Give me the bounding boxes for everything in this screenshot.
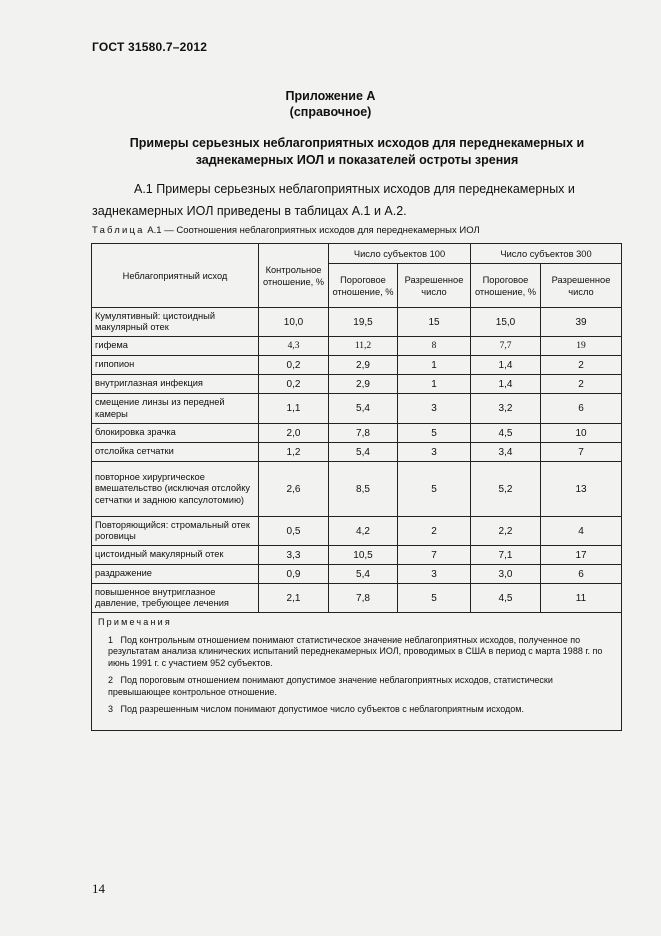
table-row [92, 443, 622, 462]
section-title-line1: Примеры серьезных неблагоприятных исходов для переднекамерных и [129, 136, 585, 150]
row-control: 1,2 [259, 443, 329, 462]
intro-paragraph-line1: А.1 Примеры серьезных неблагоприятных исходов для переднекамерных и [134, 182, 575, 196]
table-row [92, 394, 622, 424]
row-allowed-100: 3 [398, 394, 471, 424]
row-control: 0,9 [259, 565, 329, 584]
row-control: 10,0 [259, 308, 329, 337]
row-threshold-100: 8,5 [329, 462, 398, 517]
row-control: 3,3 [259, 546, 329, 565]
row-threshold-100: 19,5 [329, 308, 398, 337]
row-threshold-100: 10,5 [329, 546, 398, 565]
row-threshold-100: 2,9 [329, 356, 398, 375]
table-caption [92, 225, 480, 236]
row-allowed-300: 13 [541, 462, 622, 517]
row-outcome: повторное хирургическое вмешательство (исключая отслойку сетчатки и заднюю капсулотомию) [92, 462, 259, 517]
row-outcome: гипопион [92, 356, 259, 375]
header-allowed-300: Разрешенное число [541, 264, 622, 308]
row-allowed-300: 19 [541, 337, 622, 356]
intro-paragraph [92, 178, 620, 222]
row-allowed-300: 7 [541, 443, 622, 462]
row-control: 1,1 [259, 394, 329, 424]
header-threshold-100: Пороговое отношение, % [329, 264, 398, 308]
table-row [92, 517, 622, 546]
row-threshold-100: 5,4 [329, 394, 398, 424]
row-allowed-100: 15 [398, 308, 471, 337]
notes-cell [92, 613, 622, 731]
row-threshold-100: 7,8 [329, 584, 398, 613]
note-item [98, 675, 609, 698]
row-control: 2,1 [259, 584, 329, 613]
row-allowed-300: 17 [541, 546, 622, 565]
row-allowed-300: 2 [541, 375, 622, 394]
table-row [92, 356, 622, 375]
annex-title [0, 88, 661, 120]
row-allowed-100: 5 [398, 424, 471, 443]
row-allowed-300: 6 [541, 565, 622, 584]
table-row [92, 462, 622, 517]
note-number: 3 [108, 704, 114, 714]
row-outcome: цистоидный макулярный отек [92, 546, 259, 565]
row-allowed-300: 39 [541, 308, 622, 337]
row-allowed-100: 1 [398, 356, 471, 375]
row-control: 2,6 [259, 462, 329, 517]
intro-paragraph-line2: заднекамерных ИОЛ приведены в таблицах А.1 и А.2. [92, 204, 407, 218]
table-caption-text: А.1 — Соотношения неблагоприятных исходов для переднекамерных ИОЛ [144, 225, 480, 236]
row-outcome: раздражение [92, 565, 259, 584]
header-group-300: Число субъектов 300 [471, 244, 622, 264]
note-number: 1 [108, 634, 114, 645]
row-allowed-100: 7 [398, 546, 471, 565]
note-item [98, 635, 609, 670]
row-allowed-100: 2 [398, 517, 471, 546]
row-outcome: Кумулятивный: цистоидный макулярный отек [92, 308, 259, 337]
notes-row [92, 613, 622, 731]
row-threshold-100: 4,2 [329, 517, 398, 546]
row-allowed-300: 6 [541, 394, 622, 424]
row-threshold-100: 5,4 [329, 565, 398, 584]
row-outcome: повышенное внутриглазное давление, требующее лечения [92, 584, 259, 613]
row-outcome: Повторяющийся: стромальный отек роговицы [92, 517, 259, 546]
header-control: Контрольное отношение, % [259, 244, 329, 308]
note-text: Под пороговым отношением понимают допустимое значение неблагоприятных исходов, статистически превышающее контрольное отношение. [108, 675, 553, 697]
row-threshold-100: 5,4 [329, 443, 398, 462]
row-threshold-100: 7,8 [329, 424, 398, 443]
row-outcome: внутриглазная инфекция [92, 375, 259, 394]
table-caption-label: Таблица [92, 225, 145, 236]
row-control: 0,2 [259, 356, 329, 375]
table-row [92, 375, 622, 394]
annex-heading: Приложение А [285, 89, 376, 103]
annex-subheading: (справочное) [289, 105, 372, 119]
table-row [92, 308, 622, 337]
row-allowed-100: 5 [398, 584, 471, 613]
row-threshold-100: 2,9 [329, 375, 398, 394]
row-allowed-300: 4 [541, 517, 622, 546]
row-control: 4,3 [259, 337, 329, 356]
notes-title: Примечания [98, 617, 172, 627]
row-threshold-300: 5,2 [471, 462, 541, 517]
header-outcome: Неблагоприятный исход [92, 244, 259, 308]
header-threshold-300: Пороговое отношение, % [471, 264, 541, 308]
row-threshold-300: 7,1 [471, 546, 541, 565]
row-allowed-300: 10 [541, 424, 622, 443]
row-allowed-100: 5 [398, 462, 471, 517]
note-text: Под разрешенным числом понимают допустимое число субъектов с неблагоприятным исходом. [120, 704, 524, 714]
row-outcome: смещение линзы из передней камеры [92, 394, 259, 424]
standard-code: ГОСТ 31580.7–2012 [92, 40, 208, 54]
table-row [92, 584, 622, 613]
row-threshold-300: 3,2 [471, 394, 541, 424]
row-threshold-300: 4,5 [471, 424, 541, 443]
row-allowed-100: 1 [398, 375, 471, 394]
row-outcome: блокировка зрачка [92, 424, 259, 443]
table-row [92, 337, 622, 356]
table-row [92, 424, 622, 443]
table-row [92, 546, 622, 565]
row-allowed-100: 3 [398, 443, 471, 462]
row-allowed-100: 8 [398, 337, 471, 356]
row-threshold-300: 15,0 [471, 308, 541, 337]
row-threshold-300: 3,4 [471, 443, 541, 462]
row-threshold-300: 1,4 [471, 375, 541, 394]
section-title-line2: заднекамерных ИОЛ и показателей остроты зрения [195, 153, 519, 167]
row-threshold-300: 2,2 [471, 517, 541, 546]
row-outcome: гифема [92, 337, 259, 356]
row-control: 0,5 [259, 517, 329, 546]
row-threshold-100: 11,2 [329, 337, 398, 356]
note-item [98, 704, 609, 716]
header-group-100: Число субъектов 100 [329, 244, 471, 264]
adverse-outcomes-table [91, 243, 622, 731]
row-outcome: отслойка сетчатки [92, 443, 259, 462]
row-allowed-100: 3 [398, 565, 471, 584]
section-title [92, 135, 622, 169]
row-control: 2,0 [259, 424, 329, 443]
note-text: Под контрольным отношением понимают статистическое значение неблагоприятных исходов, полученное по результатам анализа клинических испытаний переднекамерных ИОЛ, проводимых в США в период с марта 1988 г. по июнь 1991 г. с участием 952 субъектов. [108, 634, 603, 668]
header-allowed-100: Разрешенное число [398, 264, 471, 308]
table-row [92, 565, 622, 584]
row-threshold-300: 3,0 [471, 565, 541, 584]
note-number: 2 [108, 675, 114, 685]
row-threshold-300: 7,7 [471, 337, 541, 356]
page-number: 14 [92, 881, 105, 896]
row-threshold-300: 4,5 [471, 584, 541, 613]
row-control: 0,2 [259, 375, 329, 394]
row-threshold-300: 1,4 [471, 356, 541, 375]
row-allowed-300: 11 [541, 584, 622, 613]
row-allowed-300: 2 [541, 356, 622, 375]
